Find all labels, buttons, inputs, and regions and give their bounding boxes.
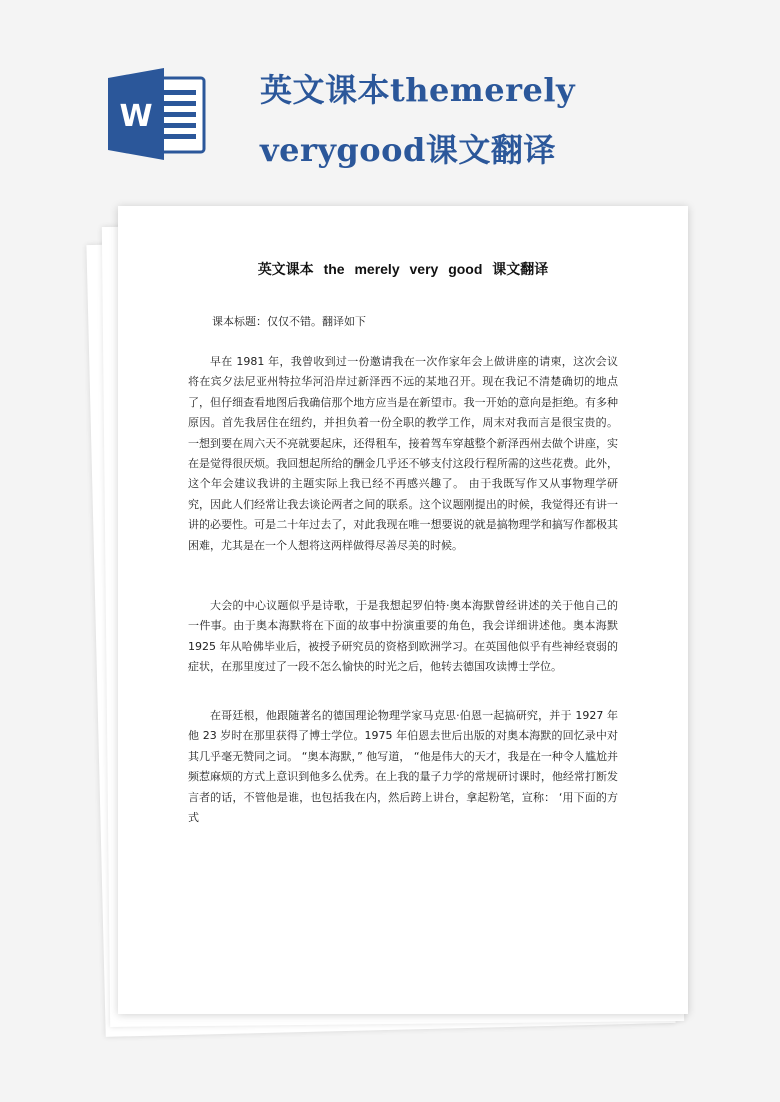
paragraph-2: 大会的中心议题似乎是诗歌，于是我想起罗伯特·奥本海默曾经讲述的关于他自己的一件事。由于奥本海默将在下面的故事中扮演重要的角色，我会详细讲述他。奥本海默 1925 年从哈佛毕业后，被授予研究员的资格到欧洲学习。在英国他似乎有些神经衰弱的症状，在那里度过了一段不怎么愉快的时光之后，他转去德国攻读博士学位。 bbox=[188, 599, 618, 674]
paragraph-1: 早在 1981 年，我曾收到过一份邀请我在一次作家年会上做讲座的请柬，这次会议将在宾夕法尼亚州特拉华河沿岸过新泽西不远的某地召开。现在我记不清楚确切的地点了，但仔细查看地图后我确信那个地方应当是在新望市。我一开始的意向是拒绝。有多种原因。首先我居住在纽约，并担负着一份全职的教学工作，周末对我而言是很宝贵的。 一想到要在周六天不亮就要起床，还得租车，接着驾车穿越整个新泽西州去做个讲座，实在是觉得很厌烦。我回想起所给的酬金几乎还不够支付这段行程所需的这些花费。此外，这个年会建议我讲的主题实际上我已经不再感兴趣了。 由于我既写作又从事物理学研究，因此人们经常让我去谈论两者之间的联系。这个议题刚提出的时候，我觉得还有讲一讲的必要性。可是二十年过去了，对此我现在唯一想要说的就是搞物理学和搞写作都极其困难，尤其是在一个人想将这两样做得尽善尽美的时候。 bbox=[188, 355, 618, 552]
document-title: 英文课本 the merely very good 课文翻译 bbox=[257, 261, 549, 277]
document-subtitle: 课本标题：仅仅不错。翻译如下 bbox=[212, 315, 366, 328]
svg-text:W: W bbox=[119, 99, 153, 134]
document-page bbox=[118, 206, 688, 1014]
header-title-line1: 英文课本themerely bbox=[260, 71, 576, 109]
paragraph-3: 在哥廷根，他跟随著名的德国理论物理学家马克思·伯恩一起搞研究，并于 1927 年他 23 岁时在那里获得了博士学位。1975 年伯恩去世后出版的对奥本海默的回忆录中对其几乎毫无赞同之词。 “奥本海默，” 他写道， “他是伟大的天才，我是在一种令人尴尬并频惹麻烦的方式上意识到他多么优秀。在上我的量子力学的常规研讨课时，他经常打断发言者的话，不管他是谁，也包括我在内，然后跨上讲台，拿起粉笔，宣称： ‘用下面的方式 bbox=[188, 709, 618, 825]
header-title-line2: verygood课文翻译 bbox=[260, 131, 556, 169]
header-title bbox=[260, 60, 760, 180]
word-logo-icon bbox=[108, 68, 208, 160]
